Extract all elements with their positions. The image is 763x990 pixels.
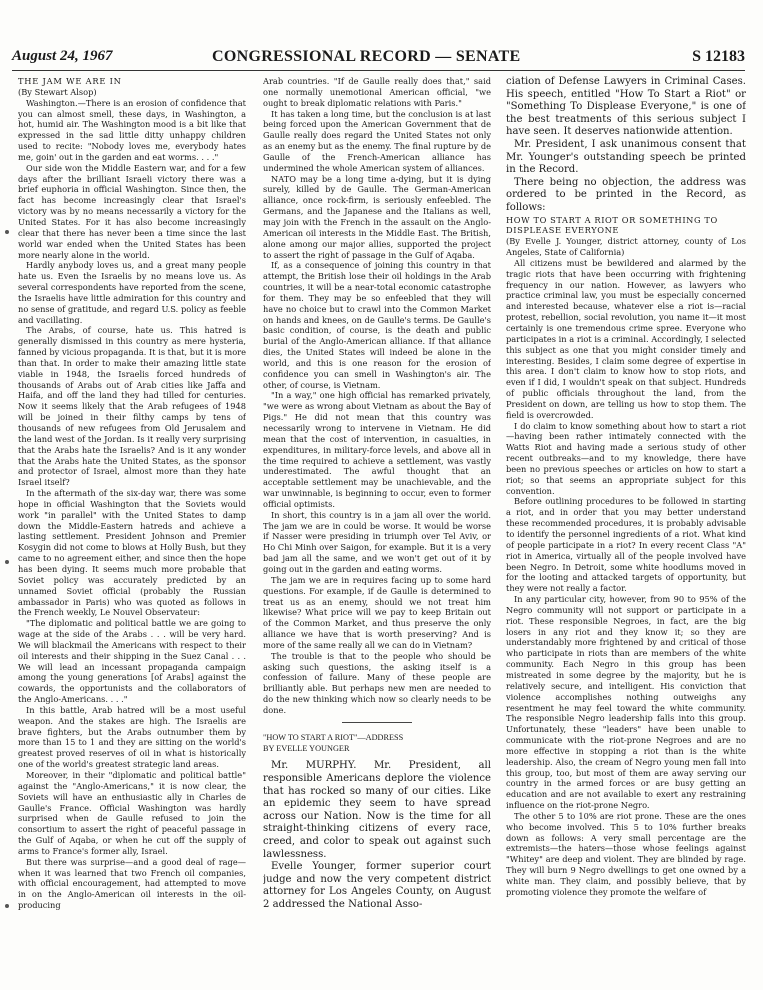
paragraph: NATO may be a long time a-dying, but it is dying surely, killed by de Gaulle. The German-American alliance, once rock-firm, is seriously enfeebled. The Germans, and the Japanese and the Italians as well, may join with the French in the assault on the Anglo-American oil interests in the Middle East. The British, alone among our major allies, supported the project to assert the right of passage in the Gulf of Aqaba. xyxy=(263,173,491,260)
paragraph: In any particular city, however, from 90 to 95% of the Negro community will not support or participate in a riot. These responsible Negroes, in fact, are the big losers in any riot and they know it; so they are understandably more frightened by and critical of those who participate in riots than are members of the white community. Each Negro in this group has been mistreated in some degree by the majority, but he is relatively secure, and intelligent. His conviction that violence accomplishes nothing outweighs any resentment he may feel toward the white community. The responsible Negro leadership falls into this group. Unfortunately, these "leaders" have been unable to communicate with the riot-prone Negroes and are no more effective in stopping a riot than is the white leadership. Also, the cream of Negro young men fall into this group, too, but most of them are away serving our country in the armed forces or are busy getting an education and are not available to exert any restraining influence on the riot-prone Negro. xyxy=(506,594,746,811)
paragraph: In short, this country is in a jam all over the world. The jam we are in could be worse. It would be worse if Nasser were presiding in triumph over Tel Aviv, or Ho Chi Minh over Saigon, for example. But it is a very bad jam all the same, and we won't get out of it by going out in the garden and eating worms. xyxy=(263,509,491,574)
paragraph: Hardly anybody loves us, and a great many people hate us. Even the Israelis by no means love us. As several correspondents have reported from the scene, the Israelis have little admiration for this country and no sense of gratitude, and regard U.S. policy as feeble and vacillating. xyxy=(18,260,246,325)
scan-mark xyxy=(5,560,9,564)
header-date: August 24, 1967 xyxy=(12,48,113,64)
paragraph: All citizens must be bewildered and alarmed by the tragic riots that have been occurring with frightening frequency in our nation. However, as lawyers who practice criminal law, you must be especially concerned and interested because, whatever else a riot is—racial protest, rebellion, social revolution, you name it—it most certainly is one tremendous crime spree. Everyone who participates in a riot is a criminal. Accordingly, I selected this subject as one that you might consider timely and interesting. Besides, I claim some degree of expertise in this area. I don't claim to know how to stop riots, and even if I did, I wouldn't speak on that subject. Hundreds of public officials throughout the land, from the President on down, are telling us how to stop them. The field is overcrowded. xyxy=(506,257,746,420)
header-page-number: S 12183 xyxy=(692,48,745,65)
header-rule xyxy=(12,70,745,71)
paragraph: Mr. President, I ask unanimous consent that Mr. Younger's outstanding speech be printed in the Record. xyxy=(506,138,746,176)
speech-intro xyxy=(263,760,491,911)
article-byline: (By Stewart Alsop) xyxy=(18,86,97,97)
section-heading: "HOW TO START A RIOT"—ADDRESS xyxy=(263,732,404,742)
column-1 xyxy=(18,76,246,978)
article-title: THE JAM WE ARE IN xyxy=(18,76,122,86)
speech-intro-continued xyxy=(506,76,746,215)
page-header xyxy=(12,48,745,70)
speech-subtitle: DISPLEASE EVERYONE xyxy=(506,225,620,236)
paragraph: The other 5 to 10% are riot prone. These are the ones who become involved. This 5 to 10% further breaks down as follows: A very small percentage are the extremists—the haters—those whose feelings against "Whitey" are deep and violent. They are blinded by rage. They will burn 9 Negro dwellings to get one owned by a white man. They claim, and possibly believe, that by promoting violence they promote the welfare of xyxy=(506,810,746,897)
paragraph: There being no objection, the address was ordered to be printed in the Record, as follows: xyxy=(506,176,746,213)
column-3 xyxy=(506,76,746,978)
paragraph: ciation of Defense Lawyers in Criminal Cases. His speech, entitled "How To Start a Riot" or "Something To Displease Everyone," is one of the best treatments of this serious subject I have seen. It deserves nationwide attention. xyxy=(506,76,746,138)
speech-byline: (By Evelle J. Younger, district attorney, county of Los Angeles, State of California) xyxy=(506,236,746,258)
paragraph: Washington.—There is an erosion of confidence that you can almost smell, these days, in Washington, a hot, humid air. The Washington mood is a bit like that expressed in the sad little ditty unhappy children used to recite: "Nobody loves me, everybody hates me, goin' out in the garden and eat worms. . . ." xyxy=(18,97,246,162)
paragraph: "In a way," one high official has remarked privately, "we were as wrong about Vietnam as about the Bay of Pigs." He did not mean that this country was necessarily wrong to intervene in Vietnam. He did mean that the cost of intervention, in casualties, in expenditures, in military-force levels, and above all in the time required to achieve a settlement, was vastly underestimated. The awful thought that an acceptable settlement may be unachievable, and the war unwinnable, is beginning to occur, even to former official optimists. xyxy=(263,390,491,509)
paragraph: Arab countries. "If de Gaulle really does that," said one normally unemotional American official, "we ought to break diplomatic relations with Paris." xyxy=(263,76,491,108)
paragraph: Evelle Younger, former superior court judge and now the very competent district attorney for Los Angeles County, on August 2 addressed the National Asso- xyxy=(263,861,491,910)
speech-title: HOW TO START A RIOT OR SOMETHING TO xyxy=(506,214,718,225)
paragraph: Before outlining procedures to be followed in starting a riot, and in order that you may better understand these recommended procedures, it is probably advisable to identify the personnel ingredients of a riot. What kind of people participate in a riot? In every recent Class "A" riot in America, virtually all of the people involved have been Negro. In Detroit, some white hoodlums moved in for the looting and attacked targets of opportunity, but they were not really a factor. xyxy=(506,496,746,594)
paragraph: The trouble is that to the people who should be asking such questions, the asking itself is a confession of failure. Many of these people are brilliantly able. But perhaps new men are needed to do the new thinking which now so clearly needs to be done. xyxy=(263,650,491,715)
section-separator xyxy=(342,722,412,723)
section-heading-author: BY EVELLE YOUNGER xyxy=(263,743,350,753)
paragraph: The jam we are in requires facing up to some hard questions. For example, if de Gaulle is determined to treat us as an enemy, should we not treat him likewise? What price will we pay to keep Britain out of the Common Market, and thus preserve the only alliance we have that is worth preserving? And is more of the same really all we can do in Vietnam? xyxy=(263,574,491,650)
paragraph: Mr. MURPHY. Mr. President, all responsible Americans deplore the violence that has rocked so many of our cities. Like an epidemic they seem to have spread across our Nation. Now is the time for all straight-thinking citizens of every race, creed, and color to speak out against such lawlessness. xyxy=(263,760,491,860)
column-2 xyxy=(263,76,491,978)
paragraph: I do claim to know something about how to start a riot—having been rather intimately connected with the Watts Riot and having made a serious study of other recent outbreaks—and to my knowledge, there have been no previous speeches or articles on how to start a riot; so that seems an appropriate subject for this convention. xyxy=(506,420,746,496)
paragraph: In this battle, Arab hatred will be a most useful weapon. And the stakes are high. The Israelis are brave fighters, but the Arabs outnumber them by more than 15 to 1 and they are sitting on the world's greatest proved reserves of oil in what is historically one of the world's greatest strategic land areas. xyxy=(18,704,246,770)
paragraph: In the aftermath of the six-day war, there was some hope in official Washington that the Soviets would work "in parallel" with the United States to damp down the Middle-Eastern hatreds and achieve a lasting settlement. President Johnson and Premier Kosygin did not come to blows at Holly Bush, but they came to no agreement either, and since then the hope has been dying. It seems much more probable that Soviet policy was accurately predicted by an unnamed Soviet official (probably the Russian ambassador in Paris) who was quoted as follows in the French weekly, Le Nouvel Observateur: xyxy=(18,488,246,618)
scan-mark xyxy=(5,230,9,234)
paragraph: But there was surprise—and a good deal of rage—when it was learned that two French oil companies, with official encouragement, had attempted to move in on the Anglo-American oil interests in the oil-producing xyxy=(18,856,246,911)
paragraph: It has taken a long time, but the conclusion is at last being forced upon the American Government that de Gaulle really does regard the United States not only as an enemy but as the enemy. The final rupture by de Gaulle of the French-American alliance has undermined the whole American system of alliances. xyxy=(263,108,491,173)
paragraph: Our side won the Middle Eastern war, and for a few days after the brilliant Israeli victory there was a brief euphoria in official Washington. Since then, the fact has become increasingly clear that Israel's victory was by no means necessarily a victory for the United States. For it has also become increasingly clear that there has never been a time since the last world war ended when the United States has been more nearly alone in the world. xyxy=(18,162,246,260)
paragraph: Moreover, in their "diplomatic and political battle" against the "Anglo-Americans," it is now clear, the Soviets will have an enthusiastic ally in Charles de Gaulle's France. Official Washington was hardly surprised when de Gaulle refused to join the consortium to assert the right of peaceful passage in the Gulf of Aqaba, or when he cut off the supply of arms to France's former ally, Israel. xyxy=(18,770,246,856)
scan-mark xyxy=(5,904,9,908)
paragraph: If, as a consequence of joining this country in that attempt, the British lose their oil holdings in the Arab countries, it will be a near-total economic catastrophe for them. They may be so enfeebled that they will have no choice but to crawl into the Common Market on hands and knees, on de Gaulle's terms. De Gaulle's basic condition, of course, is the death and public burial of the Anglo-American alliance. If that alliance dies, the United States will indeed be alone in the world, and this is one reason for the erosion of confidence you can smell in Washington's air. The other, of course, is Vietnam. xyxy=(263,260,491,390)
header-title: CONGRESSIONAL RECORD — SENATE xyxy=(212,48,521,65)
paragraph: The Arabs, of course, hate us. This hatred is generally dismissed in this country as mere hysteria, fanned by vicious propaganda. It is that, but it is more than that. In order to make their amazing little state viable in 1948, the Israelis forced hundreds of thousands of Arabs out of Arab cities like Jaffa and Haifa, and off the land they had tilled for centuries. Now it seems likely that the Arab refugees of 1948 will be joined in their filthy camps by tens of thousands of new refugees from Old Jerusalem and the land west of the Jordan. Is it really very surprising that the Arabs hate the Israelis? And is it any wonder that the Arabs hate the United States, as the sponsor and protector of Israel, almost more than they hate Israel itself? xyxy=(18,325,246,488)
paragraph: "The diplomatic and political battle we are going to wage at the side of the Arabs . . . will be very hard. We will blackmail the Americans with respect to their oil interests and their shipping in the Suez Canal . . . We will lead an incessant propaganda campaign among the young generations [of Arabs] against the cowards, the opportunists and the collaborators of the Anglo-Americans. . . ." xyxy=(18,618,246,705)
